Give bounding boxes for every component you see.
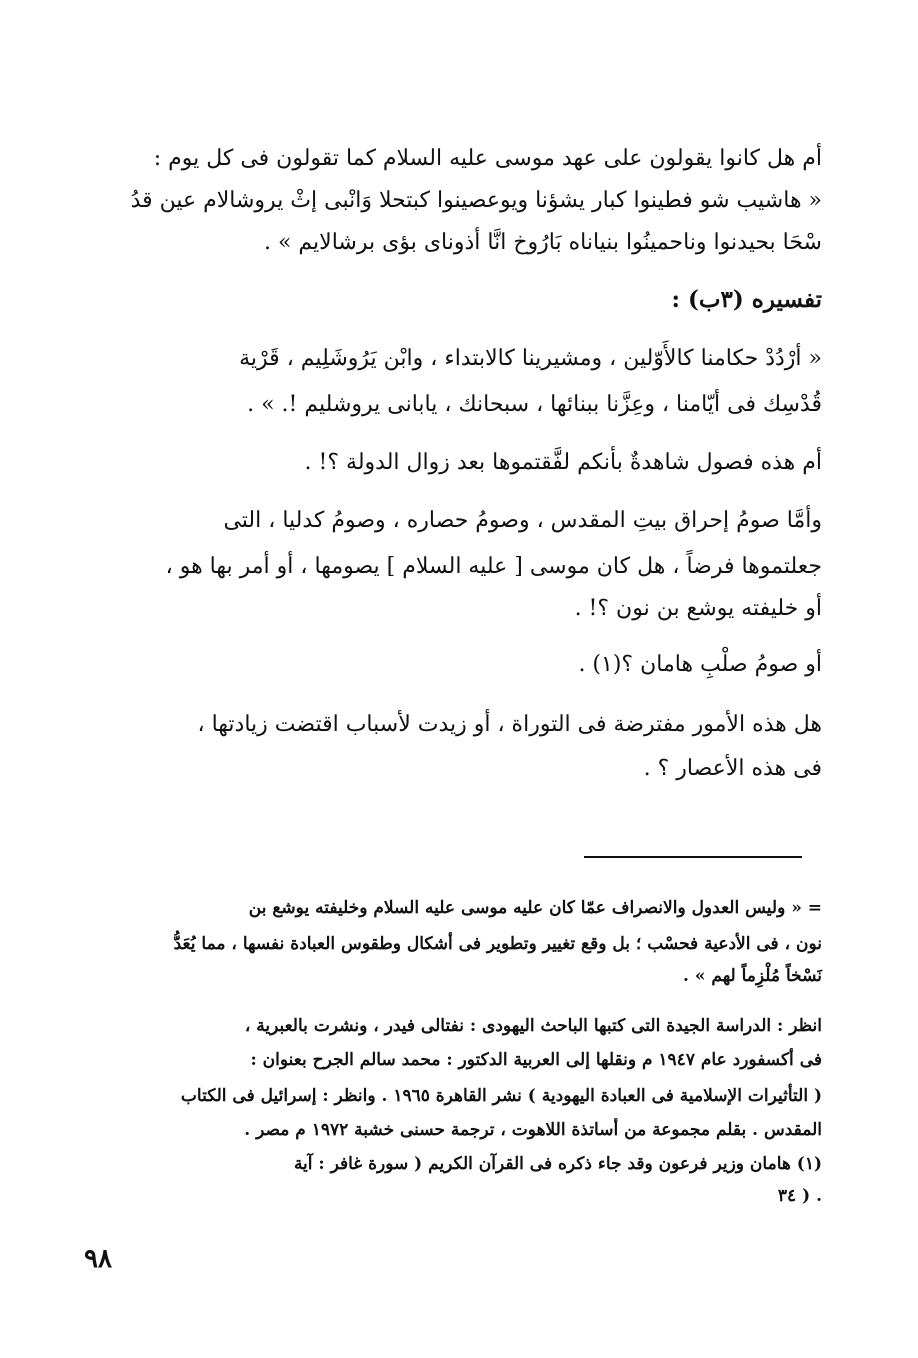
- footnote-separator: [584, 856, 802, 858]
- page-number: ٩٨: [84, 1244, 112, 1274]
- body-line: أم هل كانوا يقولون على عهد موسى عليه السلام كما تقولون فى كل يوم :: [153, 146, 822, 171]
- body-line: هل هذه الأمور مفترضة فى التوراة ، أو زيدت لأسباب اقتضت زيادتها ،: [197, 712, 822, 737]
- footnote-line: فى أكسفورد عام ١٩٤٧ م ونقلها إلى العربية الدكتور : محمد سالم الجرح بعنوان :: [250, 1050, 822, 1070]
- footnote-line: . ( ٣٤: [777, 1186, 822, 1206]
- footnote-line: (١) هامان وزير فرعون وقد جاء ذكره فى القرآن الكريم ( سورة غافر : آية: [293, 1154, 822, 1174]
- body-line: « هاشيب شو فطينوا كبار يشؤنا ويوعصينوا كبتحلا وَانْبى إثْ يروشالام عين قدُ: [130, 188, 822, 213]
- footnote-line: ( التأثيرات الإسلامية فى العبادة اليهودية ) نشر القاهرة ١٩٦٥ . وانظر : إسرائيل فى الكتاب: [180, 1086, 822, 1106]
- footnote-line: نَسْخاً مُلْزِماً لهم » .: [683, 966, 822, 986]
- body-line: أو خليفته يوشع بن نون ؟! .: [574, 596, 822, 621]
- body-line: أو صومُ صلْبِ هامان ؟(١) .: [578, 652, 822, 677]
- footnote-line: انظر : الدراسة الجيدة التى كتبها الباحث اليهودى : نفتالى فيدر ، ونشرت بالعبرية ،: [244, 1016, 822, 1036]
- body-line: جعلتموها فرضاً ، هل كان موسى [ عليه السلام ] يصومها ، أو أمر بها هو ،: [165, 554, 822, 579]
- body-line: فى هذه الأعصار ؟ .: [643, 756, 822, 781]
- body-line: سْحَا بحيدنوا وناحمينُوا بنياناه بَارُوخ انَّا أذوناى بؤى برشالايم » .: [263, 230, 822, 255]
- body-line: وأمَّا صومُ إحراق بيتِ المقدس ، وصومُ حصاره ، وصومُ كدليا ، التى: [223, 508, 822, 533]
- footnote-line: = « وليس العدول والانصراف عمّا كان عليه موسى عليه السلام وخليفته يوشع بن: [248, 898, 822, 918]
- footnote-line: المقدس . بقلم مجموعة من أساتذة اللاهوت ، ترجمة حسنى خشبة ١٩٧٢ م مصر .: [244, 1120, 822, 1140]
- body-line: قُدْسِك فى أيّامنا ، وعِزَّنا ببنائها ، سبحانك ، يابانى يروشليم !. » .: [247, 392, 822, 417]
- section-heading: تفسيره (٣ب) :: [671, 286, 822, 313]
- body-line: « أرْدُدْ حكامنا كالأَوّلين ، ومشيرينا كالابتداء ، وابْن يَرُوشَلِيم ، قَرْية: [239, 346, 822, 371]
- body-line: أم هذه فصول شاهدةٌ بأنكم لفَّقتموها بعد زوال الدولة ؟! .: [304, 450, 822, 475]
- footnote-line: نون ، فى الأدعية فحسْب ؛ بل وقع تغيير وتطوير فى أشكال وطقوس العبادة نفسها ، مما يُعَدُّ: [173, 934, 822, 954]
